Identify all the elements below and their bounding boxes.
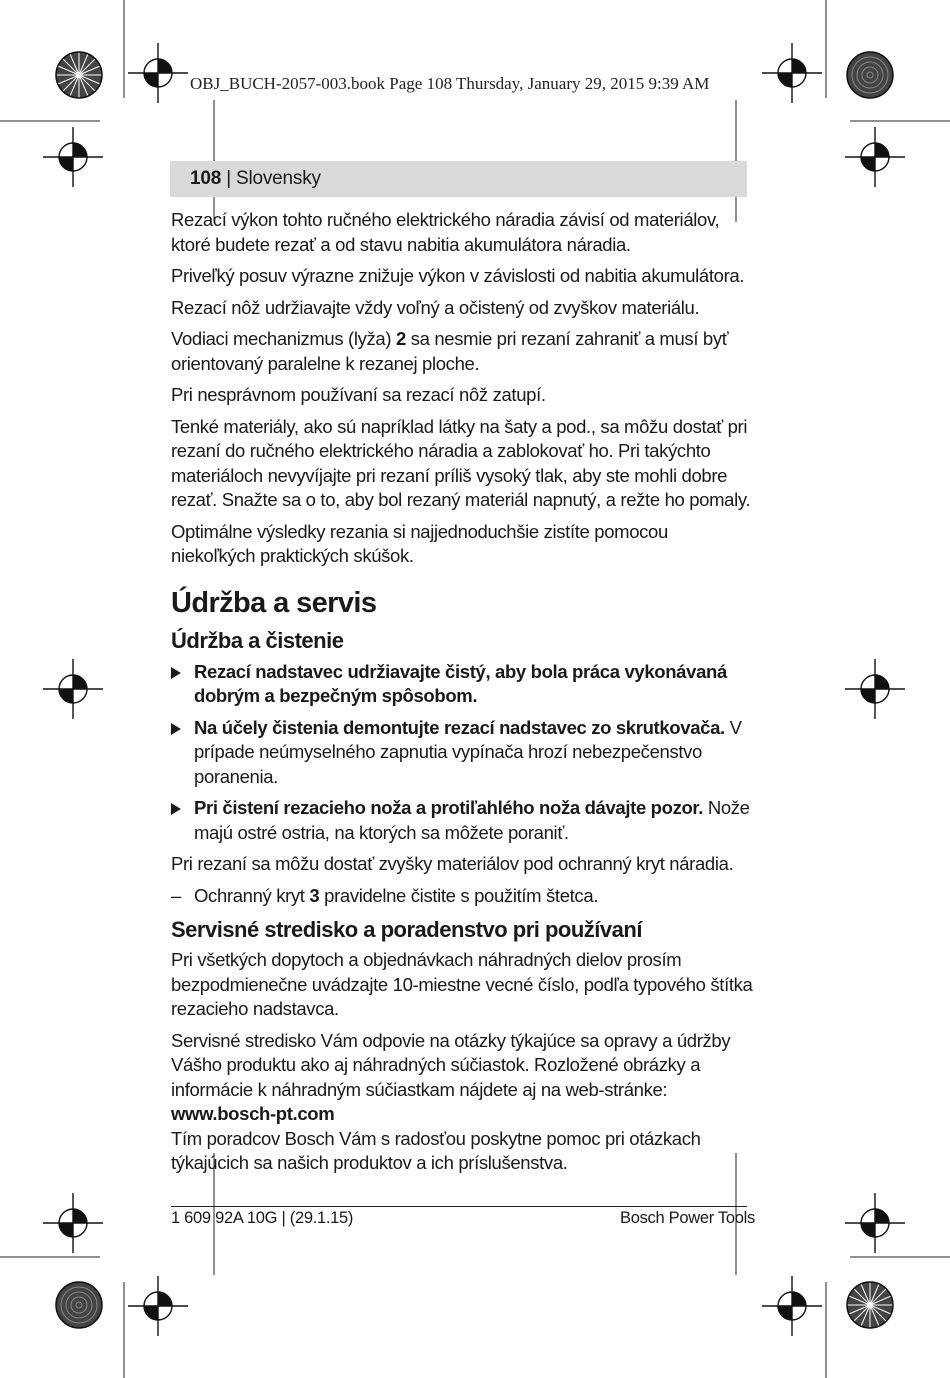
registration-crosshair-icon <box>43 1193 103 1253</box>
subsection-title-service: Servisné stredisko a poradenstvo pri používaní <box>171 917 642 942</box>
intro-paragraph: Priveľký posuv výrazne znižuje výkon v závislosti od nabitia akumulátora. <box>171 265 745 286</box>
registration-crosshair-icon <box>43 127 103 187</box>
intro-paragraph: Rezací výkon tohto ručného elektrického náradia závisí od materiálov, ktoré budete rezať a od stavu nabitia akumulátora náradia. <box>171 209 720 255</box>
bullet-triangle-icon <box>171 803 181 815</box>
guide-paragraph: Vodiaci mechanizmus (lyža) 2 sa nesmie pri rezaní zahraniť a musí byť orientovaný paralelne k rezanej ploche. <box>171 328 729 374</box>
warning-bullet: Rezací nadstavec udržiavajte čistý, aby bola práca vykonávaná dobrým a bezpečným spôsobom. <box>171 660 756 709</box>
registration-crosshair-icon <box>762 43 822 103</box>
section-title: Údržba a servis <box>171 586 377 619</box>
part-reference: 2 <box>395 328 406 349</box>
part-reference: 3 <box>309 884 320 906</box>
page-language: Slovensky <box>236 168 321 189</box>
bullet-triangle-icon <box>171 667 181 679</box>
registration-crosshair-icon <box>128 1276 188 1336</box>
registration-crosshair-icon <box>845 1193 905 1253</box>
footer-document-number: 1 609 92A 10G | (29.1.15) <box>171 1209 354 1227</box>
intro-paragraph: Rezací nôž udržiavajte vždy voľný a očistený od zvyškov materiálu. <box>171 296 700 318</box>
footer-divider <box>171 1206 747 1207</box>
body-paragraph: Pri nesprávnom používaní sa rezací nôž zatupí. <box>171 384 546 405</box>
starburst-target-icon <box>845 50 895 100</box>
body-paragraph: Optimálne výsledky rezania si najjednoduchšie zistíte pomocou niekoľkých praktických skúšok. <box>171 520 668 566</box>
page-header <box>190 168 321 190</box>
warning-bullet: Pri čistení rezacieho noža a protiľahlého noža dávajte pozor. Nože majú ostré ostria, na ktorých sa môžete poraniť. <box>171 796 756 845</box>
registration-crosshair-icon <box>128 43 188 103</box>
book-file-header: OBJ_BUCH-2057-003.book Page 108 Thursday, January 29, 2015 9:39 AM <box>190 74 710 93</box>
body-paragraph: Tenké materiály, ako sú napríklad látky na šaty a pod., sa môžu dostať pri rezaní do ručného elektrického náradia a zablokovať ho. Pri takýchto materiáloch nevyvíjajte pri rezaní príliš vysoký tlak, aby ste mohli dobre rezať. Snažte sa o to, aby bol rezaný materiál napnutý, a režte ho pomaly. <box>171 415 751 510</box>
cleaning-note: Pri rezaní sa môžu dostať zvyšky materiálov pod ochranný kryt náradia. <box>171 853 734 874</box>
subsection-title-cleaning: Údržba a čistenie <box>171 627 344 653</box>
registration-crosshair-icon <box>43 659 103 719</box>
registration-crosshair-icon <box>845 127 905 187</box>
starburst-target-icon <box>54 1280 104 1330</box>
page-number: 108 <box>190 168 222 189</box>
warning-bullet: Na účely čistenia demontujte rezací nadstavec zo skrutkovača. V prípade neúmyselného zapnutia vypínača hrozí nebezpečenstvo poranenia. <box>171 716 756 790</box>
footer-brand: Bosch Power Tools <box>620 1209 755 1227</box>
page-body <box>171 208 756 1183</box>
registration-crosshair-icon <box>845 659 905 719</box>
service-paragraph: Tím poradcov Bosch Vám s radosťou poskytne pomoc pri otázkach týkajúcich sa našich produktov a ich príslušenstva. <box>171 1127 701 1173</box>
starburst-target-icon <box>845 1280 895 1330</box>
service-paragraph: Servisné stredisko Vám odpovie na otázky týkajúce sa opravy a údržby Vášho produktu ako aj náhradných súčiastok. Rozložené obrázky a informácie k náhradným súčiastkam nájdete aj na web-stránke: <box>171 1029 731 1100</box>
bullet-triangle-icon <box>171 723 181 735</box>
header-separator: | <box>221 168 237 189</box>
starburst-target-icon <box>54 50 104 100</box>
service-website-link[interactable]: www.bosch-pt.com <box>171 1103 335 1124</box>
dash-list-item: – Ochranný kryt 3 pravidelne čistite s použitím štetca. <box>171 884 599 906</box>
service-paragraph: Pri všetkých dopytoch a objednávkach náhradných dielov prosím bezpodmienečne uvádzajte 10-miestne vecné číslo, podľa typového štítka rezacieho nadstavca. <box>171 949 753 1019</box>
registration-crosshair-icon <box>762 1276 822 1336</box>
